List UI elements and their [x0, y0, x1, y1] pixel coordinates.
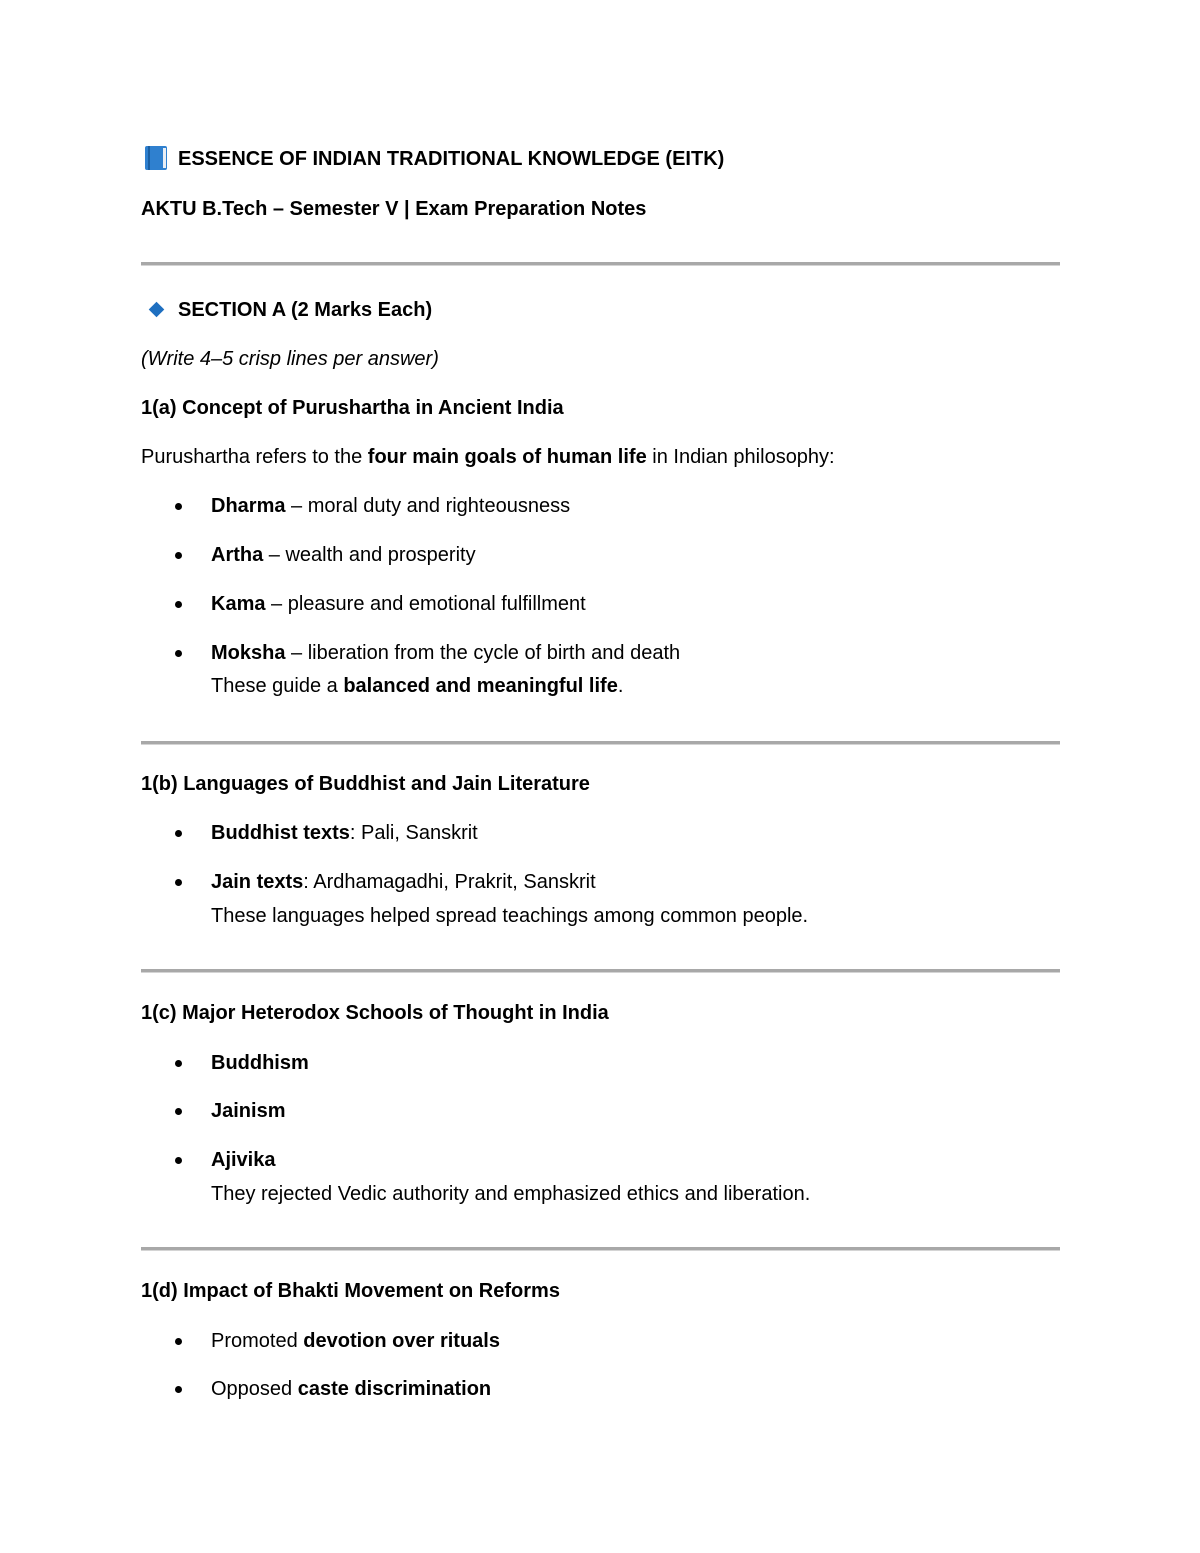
bullet-icon [175, 601, 182, 608]
document-title: ESSENCE OF INDIAN TRADITIONAL KNOWLEDGE (EITK) [178, 148, 725, 170]
list-item [211, 592, 586, 616]
list-item: Buddhism [211, 1052, 309, 1074]
list-item-desc: – pleasure and emotional fulfillment [265, 593, 586, 615]
bullet-icon [175, 830, 182, 837]
list-item-emphasis: devotion over rituals [303, 1330, 500, 1352]
list-item-term: Dharma [211, 495, 286, 517]
list-item [211, 1329, 500, 1353]
divider [141, 1247, 1060, 1251]
divider [141, 969, 1060, 973]
question-heading: 1(b) Languages of Buddhist and Jain Literature [141, 773, 590, 795]
bullet-icon [175, 1338, 182, 1345]
list-item-term: Moksha [211, 642, 286, 664]
blue-book-icon [144, 145, 168, 171]
bullet-icon [175, 650, 182, 657]
question-intro [141, 445, 835, 469]
intro-text-end: in Indian philosophy: [646, 446, 835, 468]
closing-text: These guide a [211, 675, 344, 697]
section-instruction: (Write 4–5 crisp lines per answer) [141, 348, 439, 370]
list-item-text: Opposed [211, 1378, 298, 1400]
bullet-icon [175, 503, 182, 510]
document-subtitle: AKTU B.Tech – Semester V | Exam Preparation Notes [141, 198, 647, 220]
list-item-desc: – liberation from the cycle of birth and death [285, 642, 681, 664]
list-item-text: Promoted [211, 1330, 304, 1352]
list-item-term: Artha [211, 544, 264, 566]
list-item-term: Buddhist texts [211, 822, 350, 844]
question-closing [211, 674, 623, 698]
closing-text-end: . [617, 675, 624, 697]
divider [141, 741, 1060, 745]
list-item-term: Jain texts [211, 871, 304, 893]
list-item-term: Kama [211, 593, 266, 615]
list-item [211, 1377, 491, 1401]
list-item [211, 870, 596, 894]
intro-emphasis: four main goals of human life [367, 446, 647, 468]
list-item-desc: : Pali, Sanskrit [349, 822, 478, 844]
list-item-desc: – moral duty and righteousness [285, 495, 571, 517]
list-item [211, 494, 570, 518]
list-item [211, 543, 476, 567]
question-heading: 1(d) Impact of Bhakti Movement on Reforms [141, 1280, 560, 1302]
list-item-desc: – wealth and prosperity [263, 544, 476, 566]
section-heading: SECTION A (2 Marks Each) [178, 299, 433, 321]
list-item-emphasis: caste discrimination [297, 1378, 492, 1400]
blue-diamond-icon [149, 302, 165, 318]
bullet-icon [175, 879, 182, 886]
question-closing: These languages helped spread teachings among common people. [211, 905, 809, 927]
bullet-icon [175, 1157, 182, 1164]
question-closing: They rejected Vedic authority and emphasized ethics and liberation. [211, 1183, 811, 1205]
closing-emphasis: balanced and meaningful life [343, 675, 618, 697]
divider [141, 262, 1060, 266]
bullet-icon [175, 1108, 182, 1115]
bullet-icon [175, 1060, 182, 1067]
list-item [211, 821, 478, 845]
question-heading: 1(a) Concept of Purushartha in Ancient India [141, 397, 564, 419]
list-item: Jainism [211, 1100, 286, 1122]
list-item-desc: : Ardhamagadhi, Prakrit, Sanskrit [303, 871, 596, 893]
intro-text: Purushartha refers to the [141, 446, 368, 468]
bullet-icon [175, 1386, 182, 1393]
bullet-icon [175, 552, 182, 559]
question-heading: 1(c) Major Heterodox Schools of Thought in India [141, 1002, 609, 1024]
list-item [211, 641, 680, 665]
list-item: Ajivika [211, 1149, 276, 1171]
